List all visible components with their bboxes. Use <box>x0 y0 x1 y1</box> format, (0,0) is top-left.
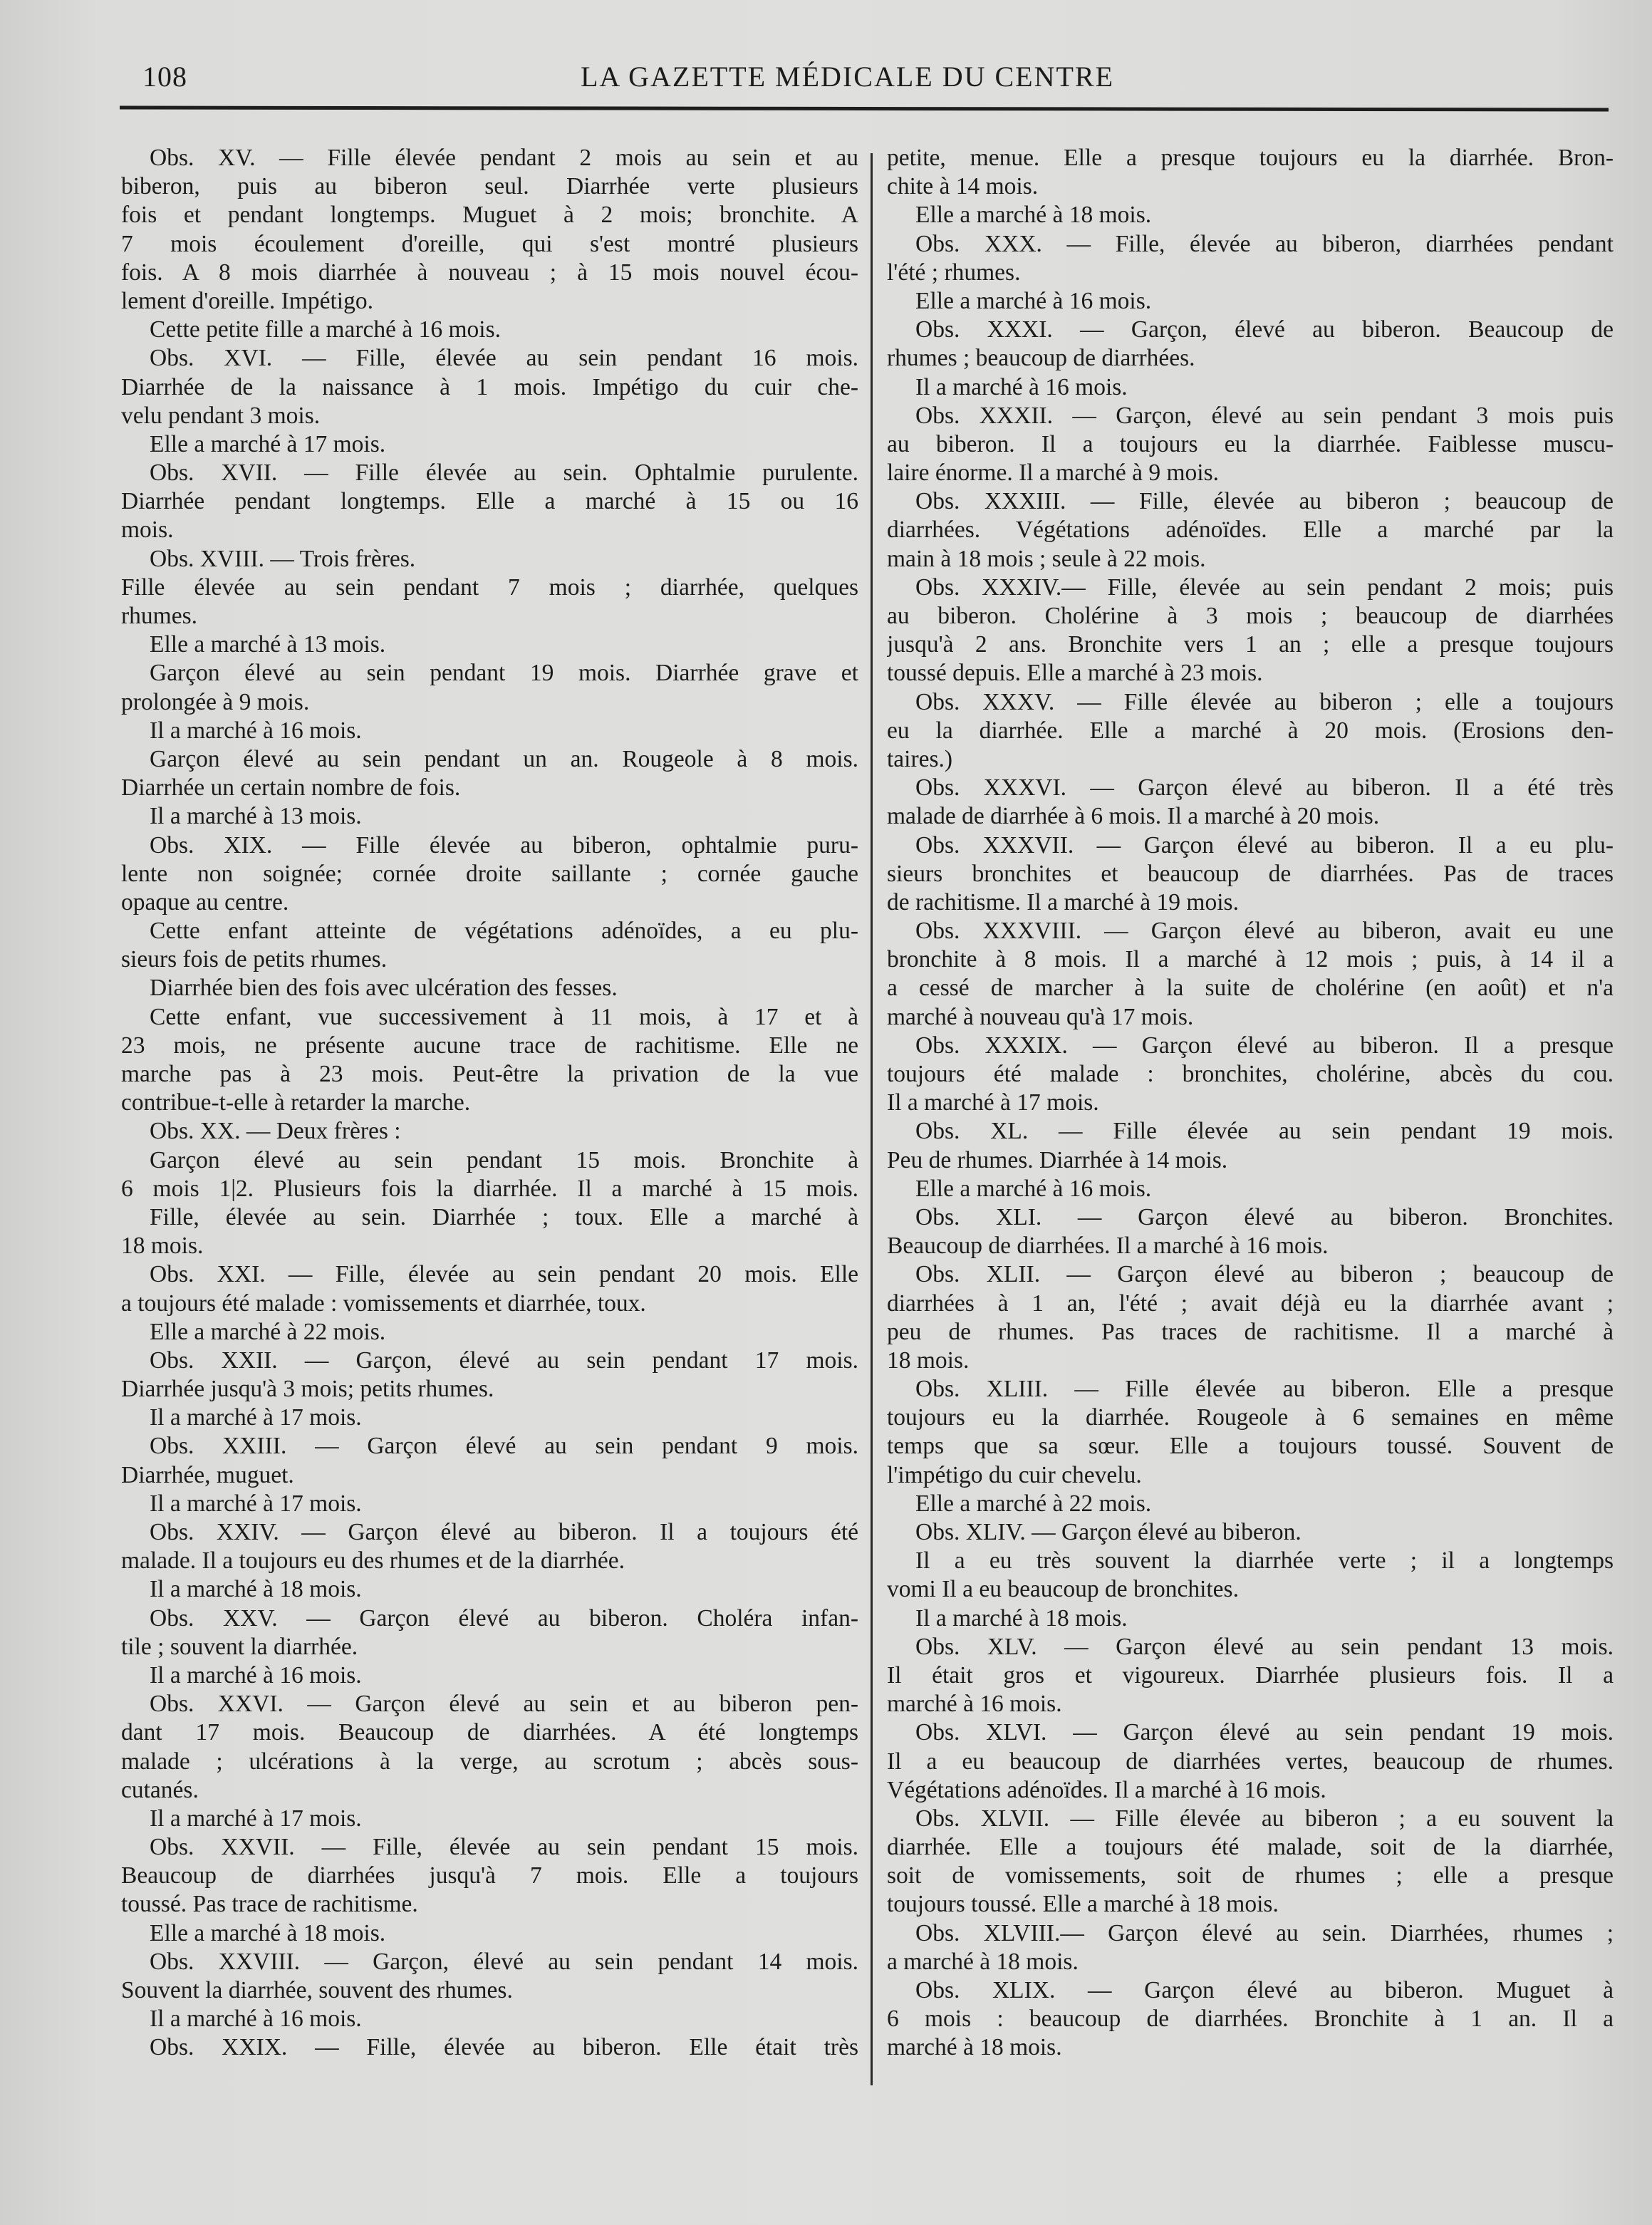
text-line: Elle a marché à 22 mois. <box>150 1318 386 1345</box>
text-line: Obs. XXV. — Garçon élevé au biberon. Choléra infan- <box>150 1604 858 1632</box>
text-line: contribue-t-elle à retarder la marche. <box>121 1089 471 1116</box>
text-line: Diarrhée, muguet. <box>121 1461 294 1488</box>
text-line: Obs. XXIX. — Fille, élevée au biberon. Elle était très <box>150 2034 858 2061</box>
text-line: Diarrhée de la naissance à 1 mois. Impétigo du cuir che- <box>121 373 858 400</box>
text-line: Obs. XVII. — Fille élevée au sein. Ophtalmie purulente. <box>150 460 858 487</box>
text-line: vomi Il a eu beaucoup de bronchites. <box>887 1576 1239 1603</box>
text-line: Diarrhée un certain nombre de fois. <box>121 774 461 802</box>
text-line: Obs. XXXVI. — Garçon élevé au biberon. Il a été très <box>915 774 1614 802</box>
text-line: lente non soignée; cornée droite saillante ; cornée gauche <box>121 860 858 887</box>
text-line: 18 mois. <box>121 1233 204 1260</box>
text-line: Obs. XL. — Fille élevée au sein pendant 19 mois. <box>915 1118 1614 1145</box>
text-line: Obs. XV. — Fille élevée pendant 2 mois au sein et au <box>150 145 858 171</box>
left-column <box>121 144 858 2063</box>
text-line: Diarrhée pendant longtemps. Elle a marché à 15 ou 16 <box>121 488 858 515</box>
text-line: Elle a marché à 13 mois. <box>150 631 386 658</box>
text-line: sieurs bronchites et beaucoup de diarrhées. Pas de traces <box>887 860 1614 887</box>
text-line: Garçon élevé au sein pendant 15 mois. Bronchite à <box>150 1146 858 1173</box>
text-line: Obs. XXXIV.— Fille, élevée au sein pendant 2 mois; puis <box>915 574 1614 601</box>
text-line: jusqu'à 2 ans. Bronchite vers 1 an ; elle a presque toujours <box>887 631 1614 658</box>
text-line: Obs. XXIV. — Garçon élevé au biberon. Il a toujours été <box>150 1519 858 1545</box>
text-line: diarrhées. Végétations adénoïdes. Elle a marché par la <box>887 517 1614 544</box>
text-line: Obs. XXXV. — Fille élevée au biberon ; elle a toujours <box>915 688 1614 715</box>
text-line: peu de rhumes. Pas traces de rachitisme. Il a marché à <box>887 1318 1614 1345</box>
text-line: 18 mois. <box>887 1347 970 1374</box>
text-line: rhumes ; beaucoup de diarrhées. <box>887 345 1195 372</box>
header-rule <box>120 106 1609 112</box>
text-line: a toujours été malade : vomissements et diarrhée, toux. <box>121 1290 646 1317</box>
text-line: Souvent la diarrhée, souvent des rhumes. <box>121 1977 513 2003</box>
text-line: Obs. XXX. — Fille, élevée au biberon, diarrhées pendant <box>915 230 1614 257</box>
text-line: Il a marché à 16 mois. <box>915 373 1128 400</box>
text-line: Cette enfant, vue successivement à 11 mois, à 17 et à <box>150 1003 858 1030</box>
text-line: Garçon élevé au sein pendant un an. Rougeole à 8 mois. <box>150 745 858 772</box>
text-line: toujours toussé. Elle a marché à 18 mois. <box>887 1891 1279 1918</box>
text-line: Elle a marché à 16 mois. <box>915 1175 1152 1202</box>
text-line: Elle a marché à 17 mois. <box>150 430 386 457</box>
text-line: de rachitisme. Il a marché à 19 mois. <box>887 888 1239 916</box>
text-line: Il a marché à 17 mois. <box>150 1490 362 1517</box>
text-line: fois. A 8 mois diarrhée à nouveau ; à 15 mois nouvel écou- <box>121 259 858 286</box>
text-line: 23 mois, ne présente aucune trace de rachitisme. Elle ne <box>121 1032 858 1059</box>
text-line: Il a marché à 16 mois. <box>150 717 362 744</box>
text-line: Obs. XXVIII. — Garçon, élevé au sein pendant 14 mois. <box>150 1948 858 1975</box>
text-line: malade de diarrhée à 6 mois. Il a marché à 20 mois. <box>887 803 1380 830</box>
text-line: 7 mois écoulement d'oreille, qui s'est montré plusieurs <box>121 230 858 257</box>
text-line: marché à nouveau qu'à 17 mois. <box>887 1003 1194 1030</box>
text-line: Obs. XX. — Deux frères : <box>150 1118 401 1145</box>
text-line: Obs. XXXIX. — Garçon élevé au biberon. Il a presque <box>915 1032 1614 1059</box>
text-line: toussé depuis. Elle a marché à 23 mois. <box>887 660 1263 687</box>
text-line: Obs. XXXVIII. — Garçon élevé au biberon, avait eu une <box>915 918 1614 945</box>
text-line: Il a marché à 18 mois. <box>915 1604 1128 1632</box>
text-line: au biberon. Il a toujours eu la diarrhée. Faiblesse muscu- <box>887 430 1614 457</box>
text-line: cutanés. <box>121 1776 199 1803</box>
text-line: malade ; ulcérations à la verge, au scrotum ; abcès sous- <box>121 1748 858 1775</box>
text-line: prolongée à 9 mois. <box>121 688 310 715</box>
text-line: Il a marché à 16 mois. <box>150 2006 362 2033</box>
text-line: Peu de rhumes. Diarrhée à 14 mois. <box>887 1146 1228 1173</box>
text-line: l'impétigo du cuir chevelu. <box>887 1461 1142 1488</box>
text-line: opaque au centre. <box>121 888 289 916</box>
text-line: Obs. XLVII. — Fille élevée au biberon ; a eu souvent la <box>915 1805 1614 1832</box>
text-line: Obs. XIX. — Fille élevée au biberon, ophtalmie puru- <box>150 831 858 859</box>
text-line: Garçon élevé au sein pendant 19 mois. Diarrhée grave et <box>150 660 858 687</box>
text-line: chite à 14 mois. <box>887 173 1039 200</box>
text-line: Il a marché à 17 mois. <box>150 1404 362 1431</box>
text-line: Elle a marché à 18 mois. <box>150 1919 386 1946</box>
text-line: toujours été malade : bronchites, cholérine, abcès du cou. <box>887 1061 1614 1087</box>
text-line: Obs. XLIII. — Fille élevée au biberon. Elle a presque <box>915 1376 1614 1403</box>
text-line: sieurs fois de petits rhumes. <box>121 946 388 973</box>
text-line: Obs. XXXVII. — Garçon élevé au biberon. Il a eu plu- <box>915 831 1614 859</box>
text-line: Cette petite fille a marché à 16 mois. <box>150 316 502 343</box>
text-line: Obs. XLI. — Garçon élevé au biberon. Bronchites. <box>915 1203 1614 1230</box>
text-line: eu la diarrhée. Elle a marché à 20 mois. (Erosions den- <box>887 717 1614 744</box>
text-line: Obs. XXXII. — Garçon, élevé au sein pendant 3 mois puis <box>915 402 1614 429</box>
text-line: malade. Il a toujours eu des rhumes et de la diarrhée. <box>121 1547 625 1575</box>
text-line: a marché à 18 mois. <box>887 1948 1079 1975</box>
text-line: taires.) <box>887 745 953 772</box>
text-line: Obs. XVIII. — Trois frères. <box>150 545 416 572</box>
text-line: Fille, élevée au sein. Diarrhée ; toux. Elle a marché à <box>150 1203 858 1230</box>
text-line: Il a marché à 16 mois. <box>150 1661 362 1689</box>
text-line: main à 18 mois ; seule à 22 mois. <box>887 545 1206 572</box>
text-line: Obs. XXXI. — Garçon, élevé au biberon. Beaucoup de <box>915 316 1614 343</box>
text-line: temps que sa sœur. Elle a toujours toussé. Souvent de <box>887 1433 1614 1460</box>
text-line: marche pas à 23 mois. Peut-être la privation de la vue <box>121 1061 858 1087</box>
text-line: l'été ; rhumes. <box>887 259 1021 286</box>
text-line: Obs. XLII. — Garçon élevé au biberon ; beaucoup de <box>915 1261 1614 1288</box>
text-line: Elle a marché à 18 mois. <box>915 202 1152 229</box>
text-line: Obs. XXVII. — Fille, élevée au sein pendant 15 mois. <box>150 1834 858 1861</box>
text-line: Il a eu très souvent la diarrhée verte ; il a longtemps <box>915 1547 1614 1575</box>
text-line: mois. <box>121 517 174 544</box>
text-line: Beaucoup de diarrhées jusqu'à 7 mois. Elle a toujours <box>121 1862 858 1889</box>
text-line: petite, menue. Elle a presque toujours eu la diarrhée. Bron- <box>887 145 1614 171</box>
text-line: Il était gros et vigoureux. Diarrhée plusieurs fois. Il a <box>887 1661 1614 1689</box>
page-header <box>142 60 1610 100</box>
text-line: tile ; souvent la diarrhée. <box>121 1633 358 1660</box>
text-line: Obs. XLVIII.— Garçon élevé au sein. Diarrhées, rhumes ; <box>915 1919 1614 1946</box>
text-line: marché à 18 mois. <box>887 2034 1062 2061</box>
text-line: Obs. XXIII. — Garçon élevé au sein pendant 9 mois. <box>150 1433 858 1460</box>
text-line: Il a eu beaucoup de diarrhées vertes, beaucoup de rhumes. <box>887 1748 1614 1775</box>
journal-title: LA GAZETTE MÉDICALE DU CENTRE <box>581 61 1115 93</box>
text-line: Obs. XLVI. — Garçon élevé au sein pendant 19 mois. <box>915 1719 1614 1746</box>
text-line: rhumes. <box>121 603 197 629</box>
text-line: fois et pendant longtemps. Muguet à 2 mois; bronchite. A <box>121 202 858 229</box>
text-line: biberon, puis au biberon seul. Diarrhée verte plusieurs <box>121 173 858 200</box>
text-line: Il a marché à 13 mois. <box>150 803 362 830</box>
text-line: 6 mois : beaucoup de diarrhées. Bronchite à 1 an. Il a <box>887 2006 1614 2033</box>
text-line: 6 mois 1|2. Plusieurs fois la diarrhée. Il a marché à 15 mois. <box>121 1175 858 1202</box>
text-line: Cette enfant atteinte de végétations adénoïdes, a eu plu- <box>150 918 858 945</box>
text-line: Obs. XXXIII. — Fille, élevée au biberon ; beaucoup de <box>915 488 1614 515</box>
text-line: Diarrhée jusqu'à 3 mois; petits rhumes. <box>121 1376 494 1403</box>
text-line: Beaucoup de diarrhées. Il a marché à 16 mois. <box>887 1233 1329 1260</box>
text-line: Fille élevée au sein pendant 7 mois ; diarrhée, quelques <box>121 574 858 601</box>
text-line: dant 17 mois. Beaucoup de diarrhées. A été longtemps <box>121 1719 858 1746</box>
text-line: Végétations adénoïdes. Il a marché à 16 mois. <box>887 1776 1326 1803</box>
text-line: Obs. XLIV. — Garçon élevé au biberon. <box>915 1519 1302 1545</box>
text-line: Diarrhée bien des fois avec ulcération des fesses. <box>150 975 618 1002</box>
text-line: soit de vomissements, soit de rhumes ; elle a presque <box>887 1862 1614 1889</box>
text-line: marché à 16 mois. <box>887 1691 1062 1718</box>
text-line: Il a marché à 18 mois. <box>150 1576 362 1603</box>
text-line: bronchite à 8 mois. Il a marché à 12 mois ; puis, à 14 il a <box>887 946 1614 973</box>
text-line: Elle a marché à 22 mois. <box>915 1490 1152 1517</box>
text-line: diarrhées à 1 an, l'été ; avait déjà eu la diarrhée avant ; <box>887 1290 1614 1317</box>
column-divider <box>871 153 873 2085</box>
text-line: Obs. XXVI. — Garçon élevé au sein et au biberon pen- <box>150 1691 858 1718</box>
text-line: Obs. XLV. — Garçon élevé au sein pendant 13 mois. <box>915 1633 1614 1660</box>
text-line: Obs. XLIX. — Garçon élevé au biberon. Muguet à <box>915 1977 1614 2003</box>
text-line: Il a marché à 17 mois. <box>150 1805 362 1832</box>
text-line: velu pendant 3 mois. <box>121 402 321 429</box>
text-line: Obs. XVI. — Fille, élevée au sein pendant 16 mois. <box>150 345 858 372</box>
text-line: Elle a marché à 16 mois. <box>915 287 1152 314</box>
text-line: toussé. Pas trace de rachitisme. <box>121 1891 418 1918</box>
text-line: toujours eu la diarrhée. Rougeole à 6 semaines en même <box>887 1404 1614 1431</box>
text-line: laire énorme. Il a marché à 9 mois. <box>887 460 1220 487</box>
text-line: lement d'oreille. Impétigo. <box>121 287 373 314</box>
text-line: au biberon. Cholérine à 3 mois ; beaucoup de diarrhées <box>887 603 1614 629</box>
right-column <box>887 144 1614 2063</box>
page-number: 108 <box>142 61 187 93</box>
text-line: Obs. XXII. — Garçon, élevé au sein pendant 17 mois. <box>150 1347 858 1374</box>
text-line: diarrhée. Elle a toujours été malade, soit de la diarrhée, <box>887 1834 1614 1861</box>
text-line: Obs. XXI. — Fille, élevée au sein pendant 20 mois. Elle <box>150 1261 858 1288</box>
text-line: a cessé de marcher à la suite de cholérine (en août) et n'a <box>887 975 1614 1002</box>
text-line: Il a marché à 17 mois. <box>887 1089 1099 1116</box>
